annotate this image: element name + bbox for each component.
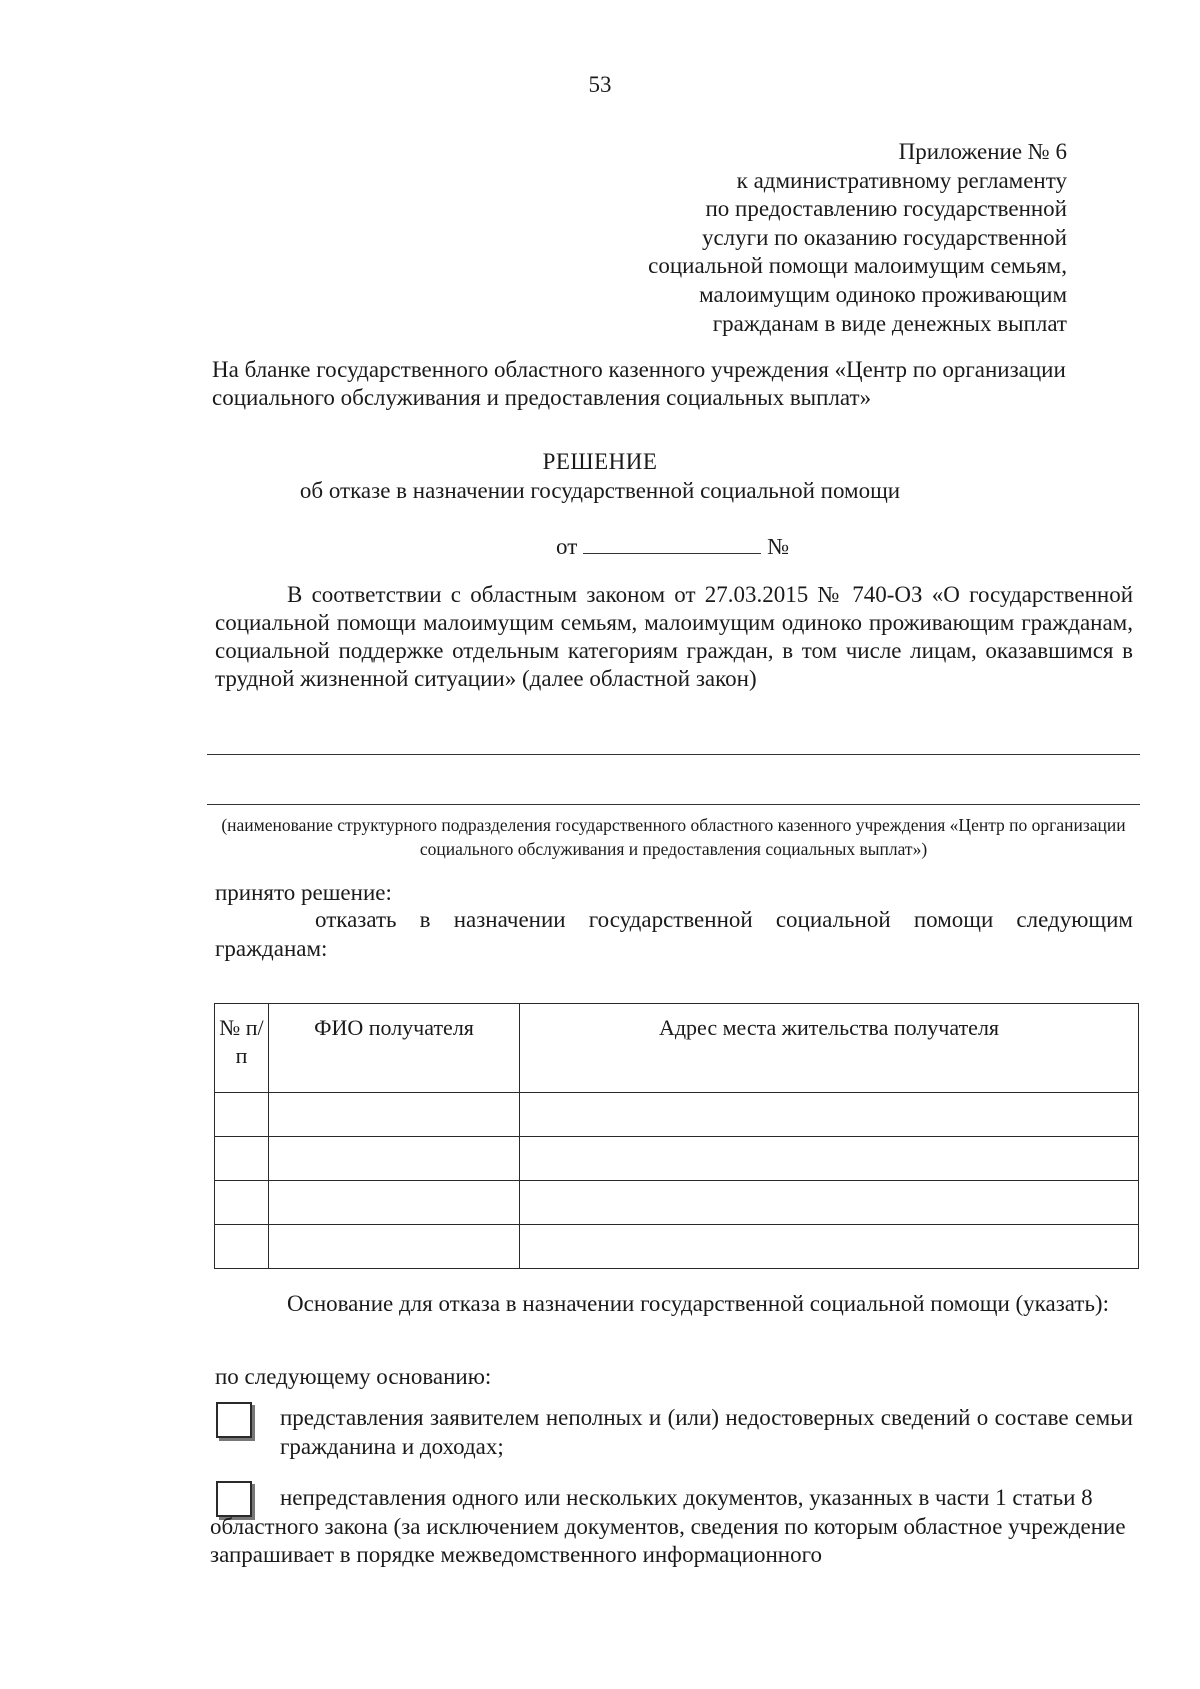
header-number: № п/п	[215, 1004, 269, 1093]
decision-label: принято решение:	[215, 880, 392, 905]
table-cell[interactable]	[215, 1181, 269, 1225]
table-row	[215, 1225, 1139, 1269]
header-address: Адрес места жительства получателя	[520, 1004, 1139, 1093]
basis-option-text: непредставления одного или нескольких документов, указанных в части 1 статьи 8 областного закона (за исключением документов, сведения по которым областное учреждение запрашивает в порядке межведомственного информационного	[210, 1485, 1126, 1567]
table-cell[interactable]	[520, 1137, 1139, 1181]
recipients-table	[214, 1003, 1139, 1269]
refusal-basis-paragraph: Основание для отказа в назначении государственной социальной помощи (указать):	[287, 1291, 1109, 1316]
page-number: 53	[588, 72, 612, 97]
appendix-line: услуги по оказанию государственной	[701, 224, 1067, 250]
table-cell[interactable]	[269, 1225, 520, 1269]
table-cell[interactable]	[215, 1093, 269, 1137]
table-cell[interactable]	[269, 1137, 520, 1181]
date-blank-field[interactable]	[583, 533, 761, 554]
basis-intro: по следующему основанию:	[215, 1364, 492, 1389]
appendix-line: к административному регламенту	[736, 167, 1067, 193]
table-cell[interactable]	[520, 1225, 1139, 1269]
fill-line-caption: (наименование структурного подразделения государственного областного казенного учреждения «Центр по организации социального обслуживания и предоставления социальных выплат»)	[221, 815, 1126, 859]
appendix-line: гражданам в виде денежных выплат	[712, 310, 1067, 336]
document-title: РЕШЕНИЕ	[542, 449, 658, 474]
appendix-header	[648, 138, 1067, 338]
appendix-line: Приложение № 6	[898, 139, 1067, 164]
blank-fill-line[interactable]	[207, 754, 1140, 755]
table-row	[215, 1181, 1139, 1225]
letterhead-note: На бланке государственного областного казенного учреждения «Центр по организации социального обслуживания и предоставления социальных выплат»	[212, 357, 1066, 410]
table-cell[interactable]	[269, 1093, 520, 1137]
decision-text: отказать в назначении государственной социальной помощи следующим гражданам:	[215, 907, 1133, 961]
table-header-row	[215, 1004, 1139, 1093]
date-number-line	[556, 533, 789, 560]
number-label: №	[767, 534, 790, 559]
appendix-line: малоимущим одиноко проживающим	[699, 281, 1067, 307]
table-cell[interactable]	[215, 1225, 269, 1269]
table-row	[215, 1137, 1139, 1181]
header-full-name: ФИО получателя	[269, 1004, 520, 1093]
basis-option-text: представления заявителем неполных и (или) недостоверных сведений о составе семьи гражданина и доходах;	[280, 1405, 1133, 1459]
appendix-line: социальной помощи малоимущим семьям,	[648, 253, 1067, 279]
table-cell[interactable]	[520, 1093, 1139, 1137]
table-row	[215, 1093, 1139, 1137]
table-cell[interactable]	[520, 1181, 1139, 1225]
preamble-paragraph: В соответствии с областным законом от 27.03.2015 № 740-ОЗ «О государственной социальной помощи малоимущим семьям, малоимущим одиноко проживающим гражданам, социальной поддержке отдельным категориям граждан, в том числе лицам, оказавшимся в трудной жизненной ситуации» (далее областной закон)	[215, 582, 1133, 691]
basis-checkbox-incomplete-info[interactable]	[216, 1402, 252, 1438]
appendix-line: по предоставлению государственной	[705, 196, 1067, 222]
table-cell[interactable]	[215, 1137, 269, 1181]
blank-fill-line[interactable]	[207, 804, 1140, 805]
document-subtitle: об отказе в назначении государственной социальной помощи	[299, 478, 901, 503]
table-cell[interactable]	[269, 1181, 520, 1225]
date-from-label: от	[556, 534, 578, 559]
